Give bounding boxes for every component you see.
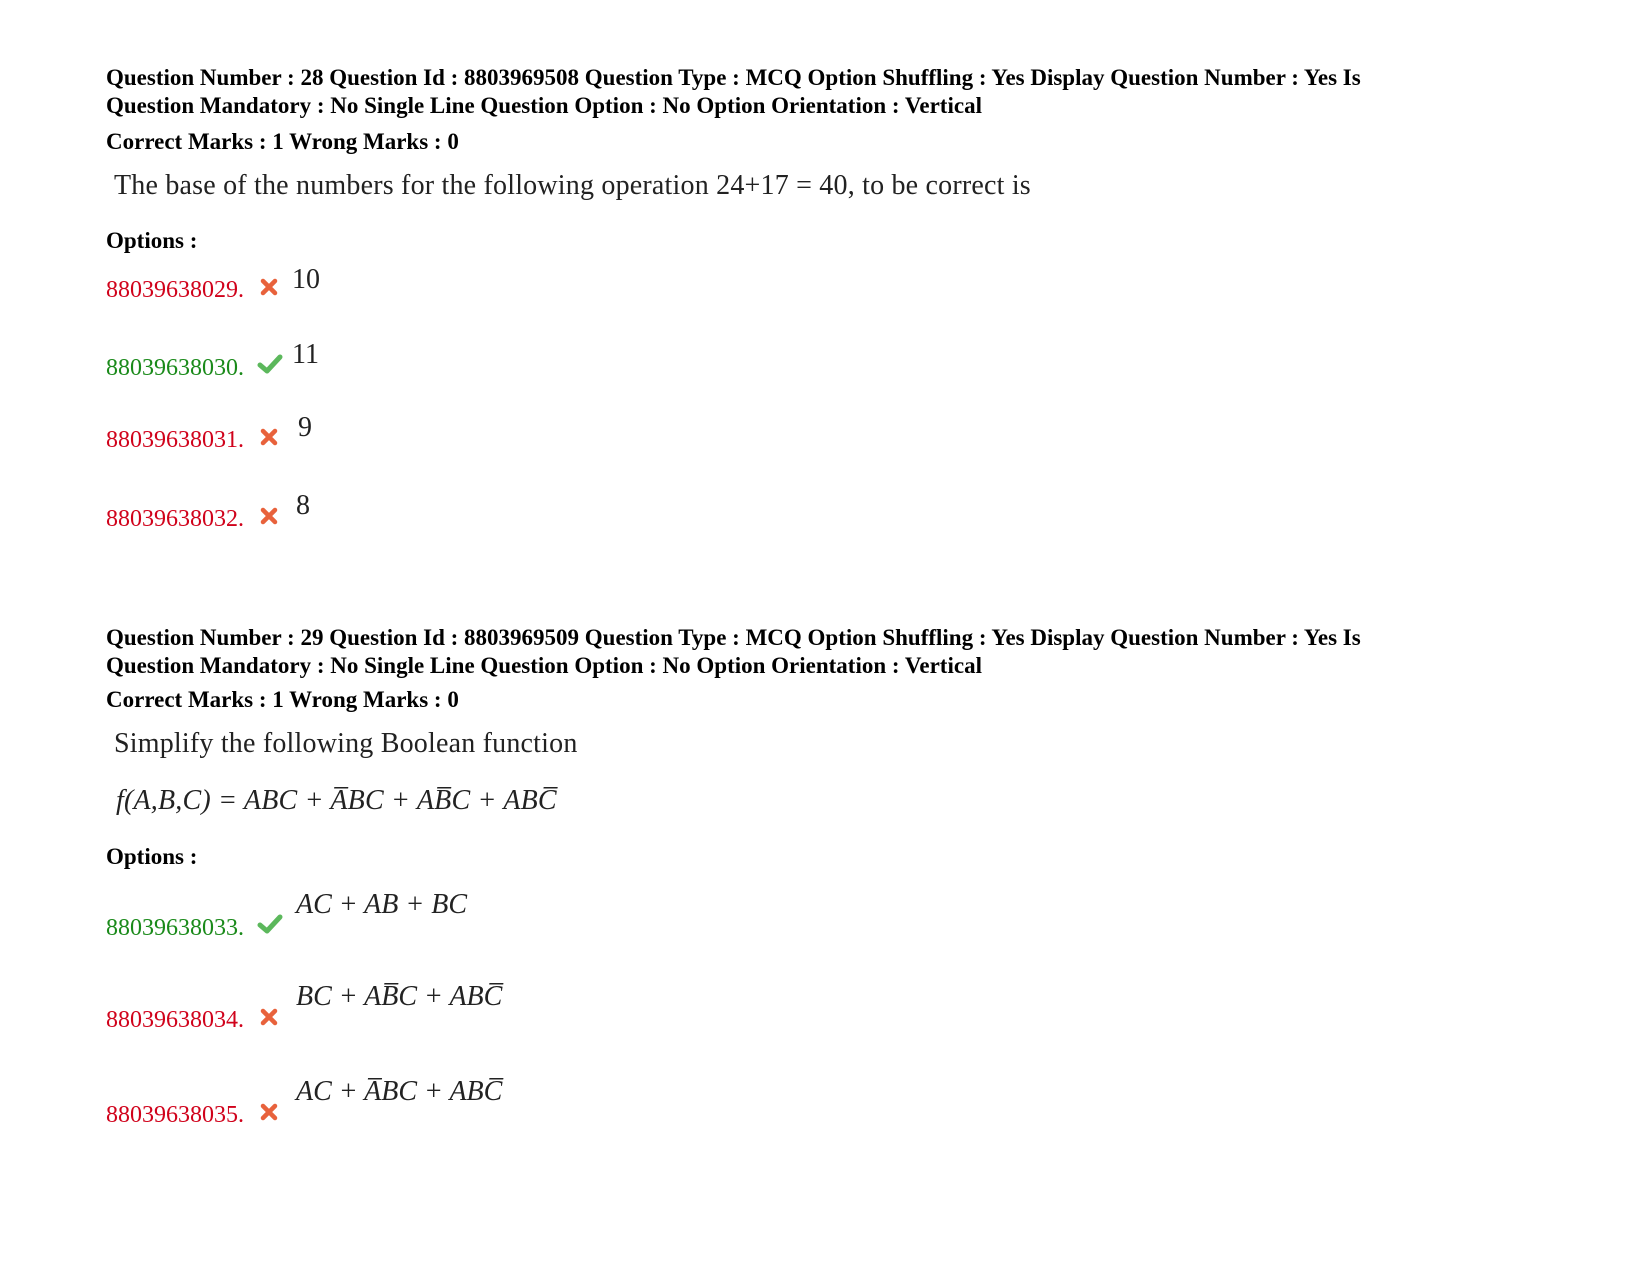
question-28-meta <box>106 64 1526 120</box>
option-value: AC + A̅BC + ABC̅ <box>296 1076 503 1107</box>
check-icon <box>257 913 283 935</box>
question-28-options-label: Options : <box>106 228 198 253</box>
option-value: 11 <box>292 339 319 370</box>
option-id: 88039638029. <box>106 277 244 303</box>
option-id: 88039638031. <box>106 427 244 453</box>
cross-icon <box>258 276 280 298</box>
question-28-marks: Correct Marks : 1 Wrong Marks : 0 <box>106 129 459 154</box>
question-28-text: The base of the numbers for the following operation 24+17 = 40, to be correct is <box>114 170 1031 201</box>
option-value: 8 <box>296 490 310 521</box>
question-29-formula: f(A,B,C) = ABC + A̅BC + AB̅C + ABC̅ <box>116 785 557 816</box>
question-meta-line-1: Question Number : 28 Question Id : 8803969508 Question Type : MCQ Option Shuffling : Yes Display Question Number : Yes Is <box>106 65 1361 90</box>
question-29-options-label: Options : <box>106 844 198 869</box>
option-id: 88039638035. <box>106 1102 244 1128</box>
cross-icon <box>258 505 280 527</box>
check-icon <box>257 353 283 375</box>
question-meta-line-2: Question Mandatory : No Single Line Question Option : No Option Orientation : Vertical <box>106 653 982 678</box>
cross-icon <box>258 1006 280 1028</box>
question-29-text: Simplify the following Boolean function <box>114 728 578 759</box>
option-id: 88039638033. <box>106 915 244 941</box>
option-value: AC + AB + BC <box>296 889 468 920</box>
option-id: 88039638030. <box>106 355 244 381</box>
question-29-meta <box>106 624 1526 680</box>
cross-icon <box>258 1101 280 1123</box>
question-meta-line-2: Question Mandatory : No Single Line Question Option : No Option Orientation : Vertical <box>106 93 982 118</box>
cross-icon <box>258 426 280 448</box>
option-id: 88039638032. <box>106 506 244 532</box>
option-value: BC + AB̅C + ABC̅ <box>296 981 503 1012</box>
option-value: 9 <box>298 412 312 443</box>
option-value: 10 <box>292 264 320 295</box>
question-29-marks: Correct Marks : 1 Wrong Marks : 0 <box>106 687 459 712</box>
option-id: 88039638034. <box>106 1007 244 1033</box>
question-meta-line-1: Question Number : 29 Question Id : 8803969509 Question Type : MCQ Option Shuffling : Yes Display Question Number : Yes Is <box>106 625 1361 650</box>
